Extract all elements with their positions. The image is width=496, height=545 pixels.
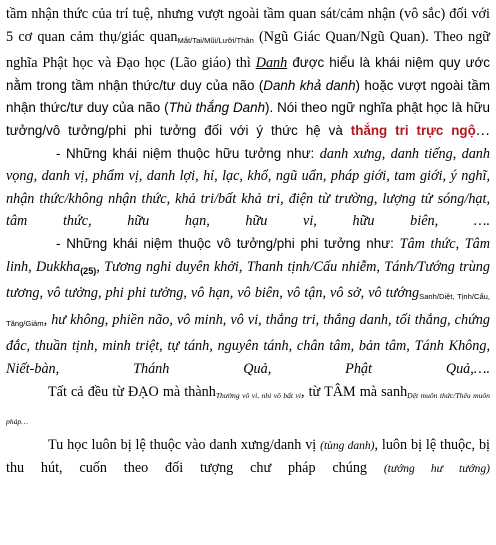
list-items: , hư không, phiền não, vô minh, vô vi, thắng tri, thắng danh, tối thắng, chứng đắc, thuần tịnh, minh triệt, tự tánh, nguyên tánh, chân tâm, bản tâm, Tánh Không, Niết-bàn, Thánh Quả, Phật Quả,…. [6,311,490,377]
paragraph-huu-tuong [6,143,490,233]
text: Tất cả đều từ ĐẠO mà thành [48,383,216,400]
paragraph-dao [6,381,490,434]
text: ). Nói theo ngữ nghĩa phật học là hữu tưởng/vô tưởng/phi phi tưởng đối với ý thức hệ và [6,100,490,138]
list-items: danh xưng, danh tiếng, danh vọng, danh vị, phẩm vị, danh lợi, hỉ, lạc, khổ, ngũ uẩn, pháp giới, tam giới, ý nghĩ, nhận thức/không nhận thức, khả tri/bất khả tri, điện từ trường, lượng tử sóng/hạt, tâm thức, hữu hạn, hữu vi, hữu biên, …. [6,145,490,230]
text: … [475,122,490,139]
highlight-thang-tri-truc-ngo: thắng tri trực ngộ [350,122,476,138]
paragraph-intro [6,3,490,143]
subscript-note: Mắt/Tai/Mũi/Lưỡi/Thân [177,35,254,45]
list-lead: - Những khái niệm thuộc vô tưởng/phi phi tưởng như: [56,235,400,251]
text: , luôn bị lệ thuộc, bị thu hút, cuốn theo đối tượng chư pháp chúng [6,436,490,477]
text: tầm nhận thức của trí tuệ, nhưng vượt ngoài tầm quan sát/cảm nhận (vô sắc) đối với 5 cơ quan cảm thụ/giác quan [6,6,490,45]
subscript-note: Sanh/Diệt, Tịnh/Cấu, Tăng/Giảm [6,292,490,328]
text: (Ngũ Giác Quan/Ngũ Quan). Theo ngữ nghĩa Phật học và Đạo học (Lão giáo) thì [6,28,490,72]
term-danh: Danh [255,55,288,72]
paragraph-vo-tuong [6,233,490,381]
subscript-note: Thường vô vi, nhi vô bất vi [215,390,301,400]
text: được hiểu là khái niệm quy ước nằm trong tầm nhận thức/tư duy của não ( [6,55,490,93]
footnote-ref: (25) [80,265,97,276]
text: Tu học luôn bị lệ thuộc vào danh xưng/danh vị [48,436,321,453]
list-items: Tâm thức, Tâm linh, Dukkha [6,235,490,275]
term-danh-kha-danh: Danh khả danh [263,77,356,93]
term-tuong-hu-tuong: (tướng hư tướng) [383,463,490,476]
term-tung-danh: (tùng danh) [320,439,375,452]
text: , từ TÂM mà sanh [300,383,408,400]
list-lead: - Những khái niệm thuộc hữu tưởng như: [56,145,320,161]
text: ) hoặc vượt ngoài tầm nhận thức/tư duy của não ( [6,77,490,116]
subscript-note: Dệt muôn thức/Thêu muôn pháp… [6,390,490,427]
list-items: , Tương nghi duyên khởi, Thanh tịnh/Cấu nhiễm, Tánh/Tướng trùng tương, vô tưởng, phi phi tưởng, vô hạn, vô biên, vô tận, vô sở, vô tướng [6,258,490,302]
paragraph-tu-hoc [6,434,490,481]
term-thu-thang-danh: Thù thắng Danh [168,100,266,116]
